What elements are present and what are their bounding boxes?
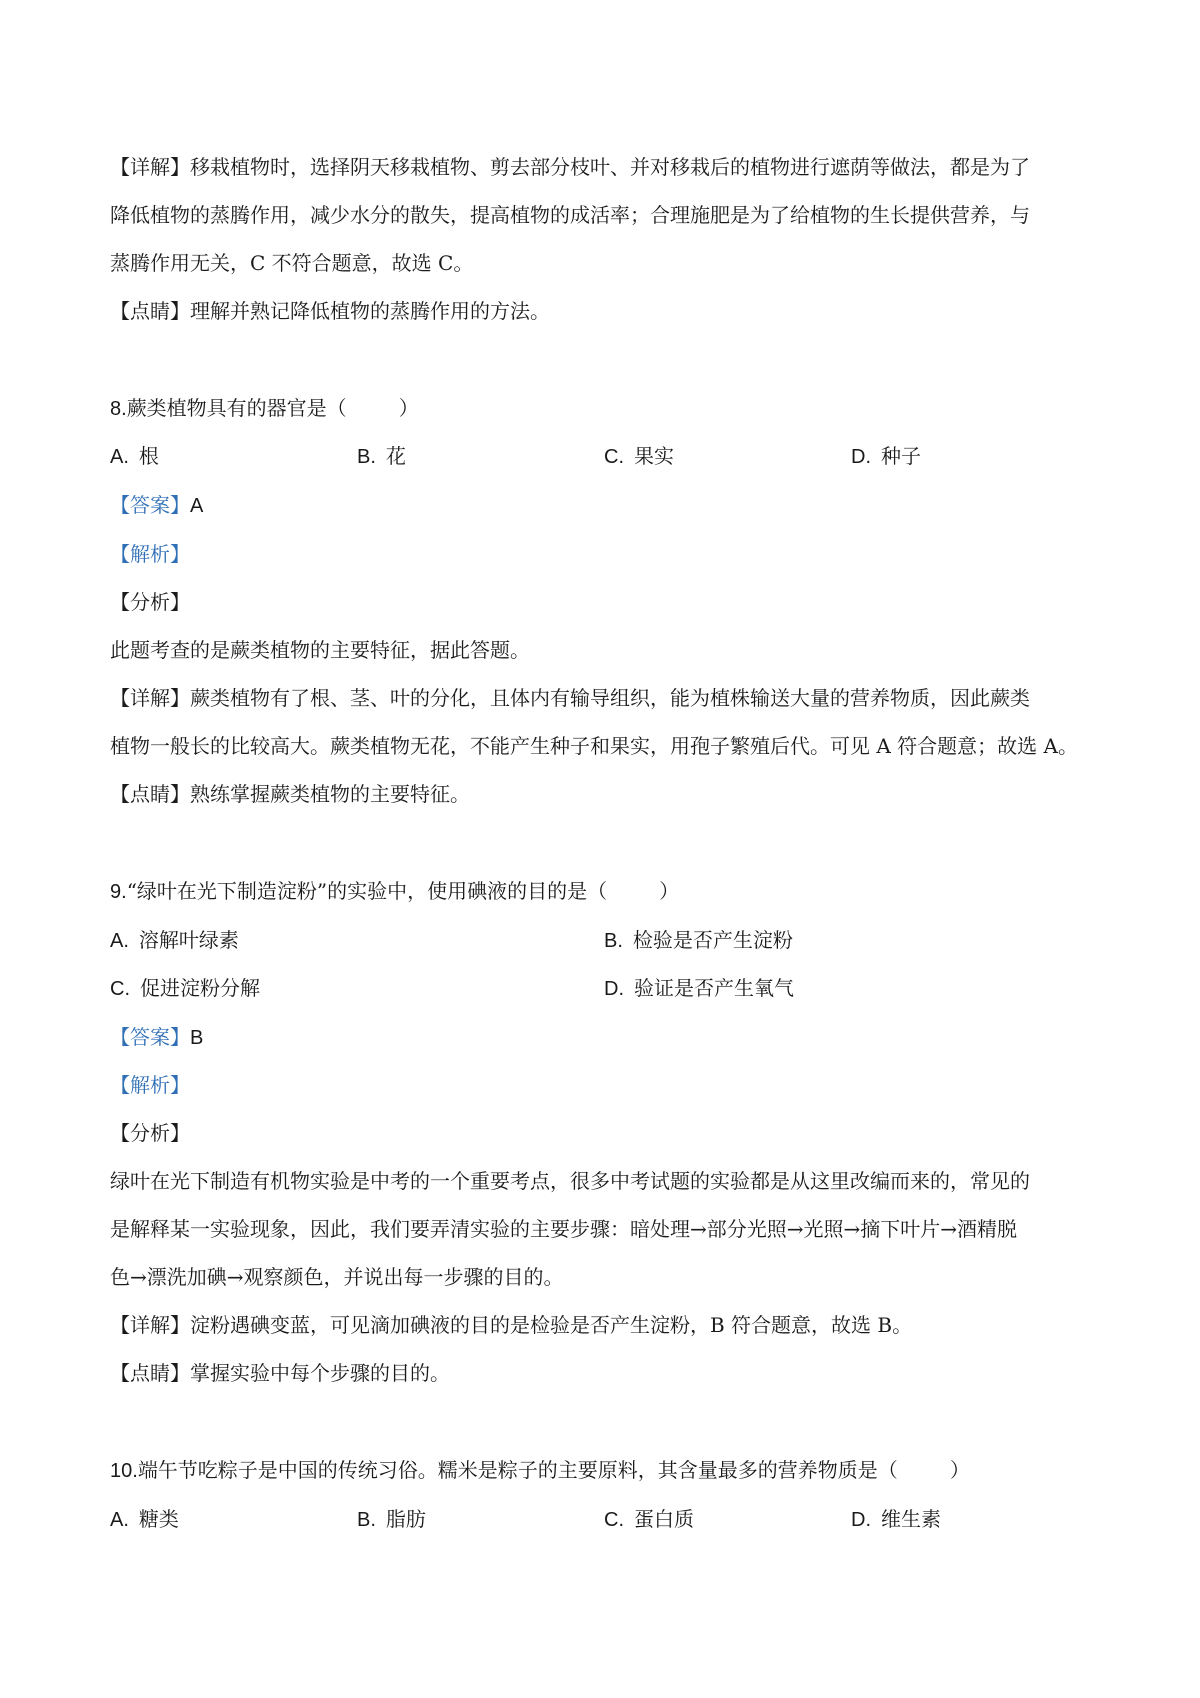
q8-fenxi-tag: 【分析】	[110, 590, 190, 614]
q8-fenxi-text: 此题考查的是蕨类植物的主要特征，据此答题。	[110, 638, 530, 662]
q9-fenxi-line-2: 是解释某一实验现象，因此，我们要弄清实验的主要步骤：暗处理→部分光照→光照→摘下叶片→酒精脱	[110, 1217, 1018, 1241]
q9-detail-text: 淀粉遇碘变蓝，可见滴加碘液的目的是检验是否产生淀粉，B 符合题意，故选 B。	[190, 1313, 913, 1337]
q9-option-c	[110, 974, 260, 1003]
q8-detail-line-1	[110, 684, 1100, 712]
q9-answer: B	[190, 1027, 204, 1049]
q7-point-text: 理解并熟记降低植物的蒸腾作用的方法。	[190, 299, 550, 323]
q8-point-text: 熟练掌握蕨类植物的主要特征。	[190, 782, 470, 806]
q8-option-b-letter: B.	[357, 446, 376, 468]
q9-detail-line	[110, 1311, 1100, 1339]
q8-option-b	[357, 442, 406, 471]
q9-number: 9.	[110, 881, 127, 903]
q10-option-b-letter: B.	[357, 1509, 376, 1531]
q9-option-a-text: 溶解叶绿素	[138, 928, 239, 952]
q8-option-d	[851, 442, 921, 471]
q8-point-tag: 【点睛】	[110, 782, 190, 806]
q10-option-c	[604, 1505, 694, 1534]
q8-point-line	[110, 780, 1100, 808]
q10-stem-end: ）	[949, 1458, 970, 1482]
q7-detail-line-3: 蒸腾作用无关，C 不符合题意，故选 C。	[110, 251, 474, 275]
q7-detail-line-2: 降低植物的蒸腾作用，减少水分的散失，提高植物的成活率；合理施肥是为了给植物的生长提供营养，与	[110, 203, 1030, 227]
q9-option-c-text: 促进淀粉分解	[140, 976, 260, 1000]
q10-stem	[110, 1456, 1100, 1485]
q8-detail-text-1: 蕨类植物有了根、茎、叶的分化，且体内有输导组织，能为植株输送大量的营养物质，因此蕨类	[190, 686, 1030, 710]
q8-option-c-text: 果实	[634, 444, 674, 468]
q9-fenxi-line-1: 绿叶在光下制造有机物实验是中考的一个重要考点，很多中考试题的实验都是从这里改编而来的，常见的	[110, 1169, 1030, 1193]
q7-point-tag: 【点睛】	[110, 299, 190, 323]
q9-detail-tag: 【详解】	[110, 1313, 190, 1337]
q8-analysis-line	[110, 540, 1100, 568]
q8-option-d-text: 种子	[881, 444, 921, 468]
q8-detail-line-2: 植物一般长的比较高大。蕨类植物无花，不能产生种子和果实，用孢子繁殖后代。可见 A 符合题意；故选 A。	[110, 734, 1078, 758]
q8-number: 8.	[110, 398, 127, 420]
q9-option-c-letter: C.	[110, 978, 130, 1000]
q9-analysis-tag: 【解析】	[110, 1073, 190, 1097]
q8-answer: A	[190, 495, 204, 517]
q9-fenxi-tag: 【分析】	[110, 1121, 190, 1145]
q10-option-a	[110, 1505, 179, 1534]
q10-option-c-text: 蛋白质	[634, 1507, 694, 1531]
q9-point-text: 掌握实验中每个步骤的目的。	[190, 1361, 450, 1385]
q7-detail-text-1: 移栽植物时，选择阴天移栽植物、剪去部分枝叶、并对移栽后的植物进行遮荫等做法，都是为了	[190, 155, 1030, 179]
q8-option-a-letter: A.	[110, 446, 129, 468]
q10-option-a-text: 糖类	[138, 1507, 179, 1531]
q8-stem-end: ）	[398, 396, 419, 420]
q8-option-c	[604, 442, 674, 471]
q8-answer-line	[110, 491, 1100, 520]
q8-detail-tag: 【详解】	[110, 686, 190, 710]
q10-option-b-text: 脂肪	[385, 1507, 426, 1531]
q9-fenxi-line-3: 色→漂洗加碘→观察颜色，并说出每一步骤的目的。	[110, 1265, 564, 1289]
q7-detail-line-1	[110, 153, 1100, 181]
q10-option-b	[357, 1505, 426, 1534]
q9-analysis-line	[110, 1071, 1100, 1099]
q9-option-b-text: 检验是否产生淀粉	[632, 928, 793, 952]
q7-detail-tag: 【详解】	[110, 155, 190, 179]
q8-option-b-text: 花	[385, 444, 406, 468]
q9-answer-line	[110, 1023, 1100, 1052]
q8-option-a-text: 根	[138, 444, 159, 468]
q10-option-d-text: 维生素	[881, 1507, 941, 1531]
q7-point-line	[110, 297, 1100, 325]
q9-point-tag: 【点睛】	[110, 1361, 190, 1385]
q8-stem	[110, 394, 1100, 423]
q10-number: 10.	[110, 1460, 138, 1482]
q10-option-d	[851, 1505, 941, 1534]
q10-option-d-letter: D.	[851, 1509, 871, 1531]
q9-answer-tag: 【答案】	[110, 1025, 190, 1049]
q9-stem	[110, 877, 1100, 906]
q9-option-b	[604, 926, 793, 955]
q8-option-a	[110, 442, 159, 471]
q9-option-d	[604, 974, 794, 1003]
q9-stem-text: “绿叶在光下制造淀粉”的实验中，使用碘液的目的是（	[126, 879, 608, 903]
q8-option-d-letter: D.	[851, 446, 871, 468]
q9-option-a	[110, 926, 239, 955]
q9-option-d-letter: D.	[604, 978, 624, 1000]
q10-option-a-letter: A.	[110, 1509, 129, 1531]
q8-answer-tag: 【答案】	[110, 493, 190, 517]
q9-point-line	[110, 1359, 1100, 1387]
q8-analysis-tag: 【解析】	[110, 542, 190, 566]
q9-option-d-text: 验证是否产生氧气	[634, 976, 794, 1000]
q9-option-a-letter: A.	[110, 930, 129, 952]
q9-option-b-letter: B.	[604, 930, 623, 952]
q10-stem-text: 端午节吃粽子是中国的传统习俗。糯米是粽子的主要原料，其含量最多的营养物质是（	[137, 1458, 898, 1482]
q9-stem-end: ）	[659, 879, 680, 903]
q10-option-c-letter: C.	[604, 1509, 624, 1531]
q8-stem-text: 蕨类植物具有的器官是（	[126, 396, 347, 420]
q8-option-c-letter: C.	[604, 446, 624, 468]
